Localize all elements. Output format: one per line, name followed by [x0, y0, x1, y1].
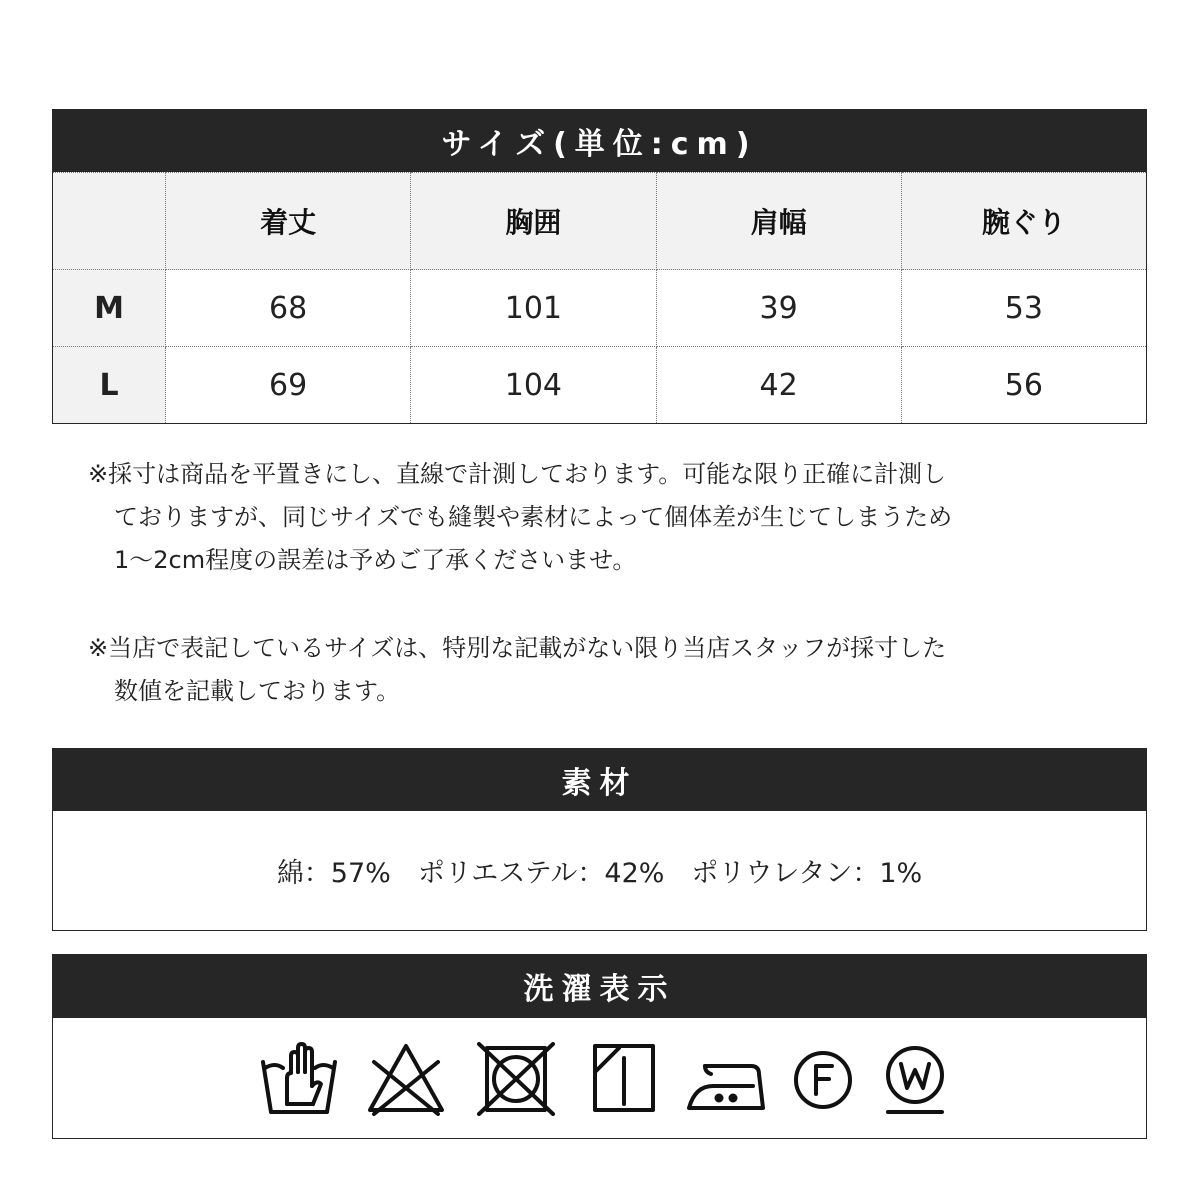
care-header-title: 洗濯表示: [523, 972, 676, 1007]
size-label-m: M: [53, 270, 166, 347]
note-line: 数値を記載しております。: [114, 677, 401, 705]
do-not-bleach-icon: [366, 1042, 446, 1116]
material-composition: [52, 811, 1147, 931]
material-text: 綿：57% ポリエステル：42% ポリウレタン：1%: [276, 858, 923, 889]
care-section-header: [52, 954, 1147, 1018]
table-cell: 104: [411, 347, 656, 424]
table-cell: 42: [656, 347, 901, 424]
size-table-header-row: [53, 173, 1147, 270]
care-symbols: [52, 1018, 1147, 1139]
size-header-title: サイズ(単位:cm): [441, 126, 758, 162]
table-cell: 69: [166, 347, 411, 424]
note-line: ※採寸は商品を平置きにし、直線で計測しております。可能な限り正確に計測し: [88, 460, 947, 488]
dry-clean-f-icon: [791, 1042, 855, 1116]
iron-low-temp-icon: [685, 1042, 765, 1116]
material-header-title: 素材: [561, 765, 638, 801]
table-cell: 39: [656, 270, 901, 347]
note-line: 1～2cm程度の誤差は予めご了承くださいませ。: [114, 546, 637, 574]
size-notation-note: [88, 627, 1088, 713]
size-table: [52, 172, 1147, 424]
table-cell: 53: [901, 270, 1146, 347]
column-header-length: 着丈: [166, 173, 411, 270]
table-row: [53, 347, 1147, 424]
column-header-chest: 胸囲: [411, 173, 656, 270]
do-not-tumble-dry-icon: [477, 1042, 555, 1116]
hand-wash-icon: [259, 1042, 339, 1116]
table-cell: 56: [901, 347, 1146, 424]
table-cell: 101: [411, 270, 656, 347]
table-row: [53, 270, 1147, 347]
note-line: ※当店で表記しているサイズは、特別な記載がない限り当店スタッフが採寸した: [88, 634, 947, 662]
material-section-header: [52, 748, 1147, 811]
size-section-header: [52, 109, 1147, 172]
note-line: ておりますが、同じサイズでも縫製や素材によって個体差が生じてしまうため: [114, 503, 953, 531]
line-dry-shade-icon: [591, 1042, 657, 1116]
table-cell: 68: [166, 270, 411, 347]
size-label-l: L: [53, 347, 166, 424]
size-table-corner: [53, 173, 166, 270]
column-header-shoulder: 肩幅: [656, 173, 901, 270]
wet-clean-w-icon: [883, 1042, 947, 1116]
measurement-note: [88, 453, 1088, 582]
column-header-armhole: 腕ぐり: [901, 173, 1146, 270]
